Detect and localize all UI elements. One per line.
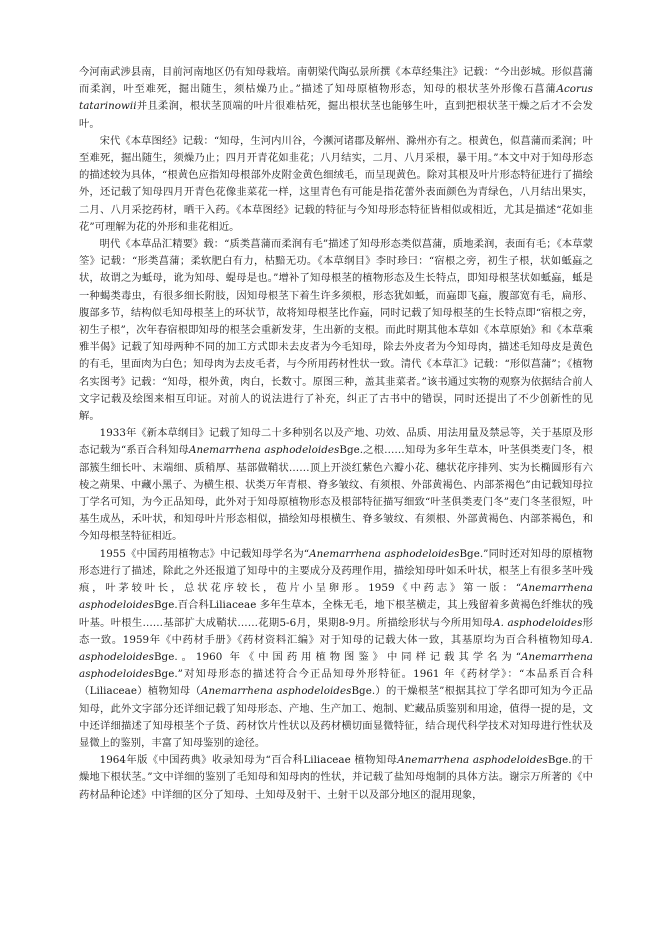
- text-run: 1955《中国药用植物志》中记载知母学名为“: [99, 547, 310, 560]
- text-run: 今河南武涉县南，目前河南地区仍有知母栽培。南朝梁代陶弘景所撰《本草经集注》记载：“今出彭城。形似菖蒲而柔润，叶至难死，掘出随生，须枯燥乃止。”描述了知母原植物形态，知母的根状茎外形像石菖蒲: [79, 66, 593, 96]
- latin-name: Anemarrhena asphodeloides: [397, 754, 548, 767]
- text-run: 明代《本草品汇精要》载：“质类菖蒲而柔润有毛”描述了知母形态类似菖蒲，质地柔润，表面有毛；《本草蒙筌》记载：“形类菖蒲；柔软肥白有力，枯黯无功。《本草纲目》李时珍曰：“宿根之旁，初生子根，状如蚳蝱之状，故谓之为蚳母，讹为知母、蝭母是也。”增补了知母根茎的植物形态及生长特点，即知母根茎状如蚳蝱，蚳是一种蝎类毒虫，有很多细长附肢，因知母根茎下着生许多须根，形态犹如蚳，而蝱即飞蝱，腹部宽有毛，扁形、腹部多节，结构似毛知母根茎上的环状节，故将知母根茎比作蝱，同时记载了知母根茎的生长特点即“宿根之旁，初生子根”，次年春宿根即知母的根茎会重新发芽，生出新的支根。而此时期其他本草如《本草原始》和《本草乘雅半偈》记载了知母两种不同的加工方式即未去皮者为今毛知母，除去外皮者为今知母肉，描述毛知母皮是黄色的有毛，里面肉为白色；知母肉为去皮毛者，与今所用药材性状一致。清代《本草汇》记载：“形似菖蒲”；《植物名实图考》记载：“知母，根外黄，肉白，长数寸。原图三种，盖其韭菜者。”该书通过实物的观察为依据结合前人文字记载及绘图来相互印证。对前人的说法进行了补充，纠正了古书中的错误，同时还提出了不少创新性的见解。: [79, 238, 593, 423]
- latin-name: Acorus tatarinowii: [79, 83, 593, 113]
- text-run: 形态一致。1959年《中药材手册》《药材资料汇编》对于知母的记载大体一致，其基原均为百合科植物知母: [79, 616, 593, 646]
- paragraph: [79, 64, 593, 133]
- text-run: 1964年版《中国药典》收录知母为“百合科Liliaceae 植物知母: [99, 754, 398, 767]
- latin-name: Anemarrhena asphodeloides: [200, 685, 352, 698]
- paragraph: [79, 425, 593, 545]
- latin-name: Anemarrhena asphodeloides: [79, 650, 593, 681]
- text-run: Bge.百合科Liliaceae 多年生草本，全株无毛，地下根茎横走，其上残留着多黄褐色纤维状的残叶基。叶根生……基部扩大成鞘状……花期5-6月，果期8-9月。所描绘形状与今所用知母: [79, 599, 593, 629]
- latin-name: A. asphodeloides: [493, 616, 583, 629]
- text-run: Bge.”对知母形态的描述符合今正品知母外形特征。1961 年《药材学》：“本品系百合科（Liliaceae）植物知母（: [79, 668, 593, 698]
- latin-name: Anemarrhena asphodeloides: [79, 582, 593, 612]
- latin-name: Anemarrhena asphodeloides: [189, 444, 340, 457]
- paragraph: [79, 752, 593, 804]
- document-page: [79, 64, 593, 804]
- text-run: 1933年《新本草纲目》记载了知母二十多种别名以及产地、功效、品质、用法用量及禁忌等，关于基原及形态记载为“系百合科知母: [79, 427, 593, 457]
- text-run: Bge.）的干燥根茎”根据其拉丁学名即可知为今正品知母，此外文字部分还详细记载了知母形态、产地、生产加工、炮制、贮藏品质鉴别和用途，值得一提的是，文中还详细描述了知母根茎个子货、药材饮片性状以及药材横切面显微特征，结合现代科学技术对知母进行性状及显微上的鉴别，丰富了知母鉴别的途径。: [79, 685, 593, 749]
- paragraph: [79, 133, 593, 236]
- paragraph: [79, 546, 593, 752]
- text-run: Bge.的干燥地下根状茎。”文中详细的鉴别了毛知母和知母肉的性状，并记载了盐知母炮制的具体方法。谢宗万所著的《中药材品种论述》中详细的区分了知母、土知母及射干、土射干以及部分地区的混用现象，: [79, 754, 593, 801]
- text-run: Bge.之根……知母为多年生草本，叶茎俱类麦门冬，根部簇生细长叶、末端细、质稍厚、基部做鞘状……顶上开淡红紫色六瓣小花、穗状花序排列、实为长椭圆形有六棱之蒴果、中藏小黑子、为横生根、状类万年青根、脊多皱纹、有须根、外部黄褐色、内部茶褐色”由记载知母拉丁学名可知，为今正品知母，此外对于知母原植物形态及根部特征描写细致“叶茎俱类麦门冬”麦门冬茎很短，叶基生成丛，禾叶状，和知母叶片形态相似，描绘知母根横生、脊多皱纹、有须根、外部黄褐色、内部茶褐色，和今知母根茎特征相近。: [79, 444, 593, 543]
- text-run: Bge.。1960 年《中国药用植物图鉴》中同样记载其学名为“: [153, 650, 522, 663]
- latin-name: Anemarrhena asphodeloides: [309, 547, 460, 560]
- paragraph: [79, 236, 593, 425]
- text-run: 并且柔润，根状茎顶端的叶片很难枯死，掘出根状茎也能够生叶，直到把根状茎干燥之后才不会发叶。: [79, 100, 593, 130]
- text-run: 宋代《本草图经》记载：“知母，生河内川谷，今濒河诸郡及解州、滁州亦有之。根黄色，似菖蒲而柔润；叶至难死，掘出随生，须燥乃止；四月开青花如韭花；八月结实，二月、八月采根，暴干用。”本文中对于知母形态的描述较为具体，“根黄色应指知母根部外皮附金黄色细绒毛，而呈现黄色。除对其根及叶片形态特征进行了描绘外，还记载了知母四月开青色花像韭菜花一样，这里青色有可能是指花蕾外表面颜色为青绿色，八月结出果实，二月、八月采挖药材，晒干入药。《本草图经》记载的特征与今知母形态特征皆相似或相近，尤其是描述“花如韭花”可理解为花的外形和韭花相近。: [79, 134, 593, 233]
- latin-name: A. asphodeloides: [79, 633, 593, 663]
- text-run: Bge.”同时还对知母的原植物形态进行了描述，除此之外还报道了知母中的主要成分及药理作用，描绘知母叶如禾叶状，根茎上有很多茎叶残痕，叶茅较叶长，总状花序较长，苞片小呈卵形。1959《中药志》第一版：“: [79, 547, 593, 595]
